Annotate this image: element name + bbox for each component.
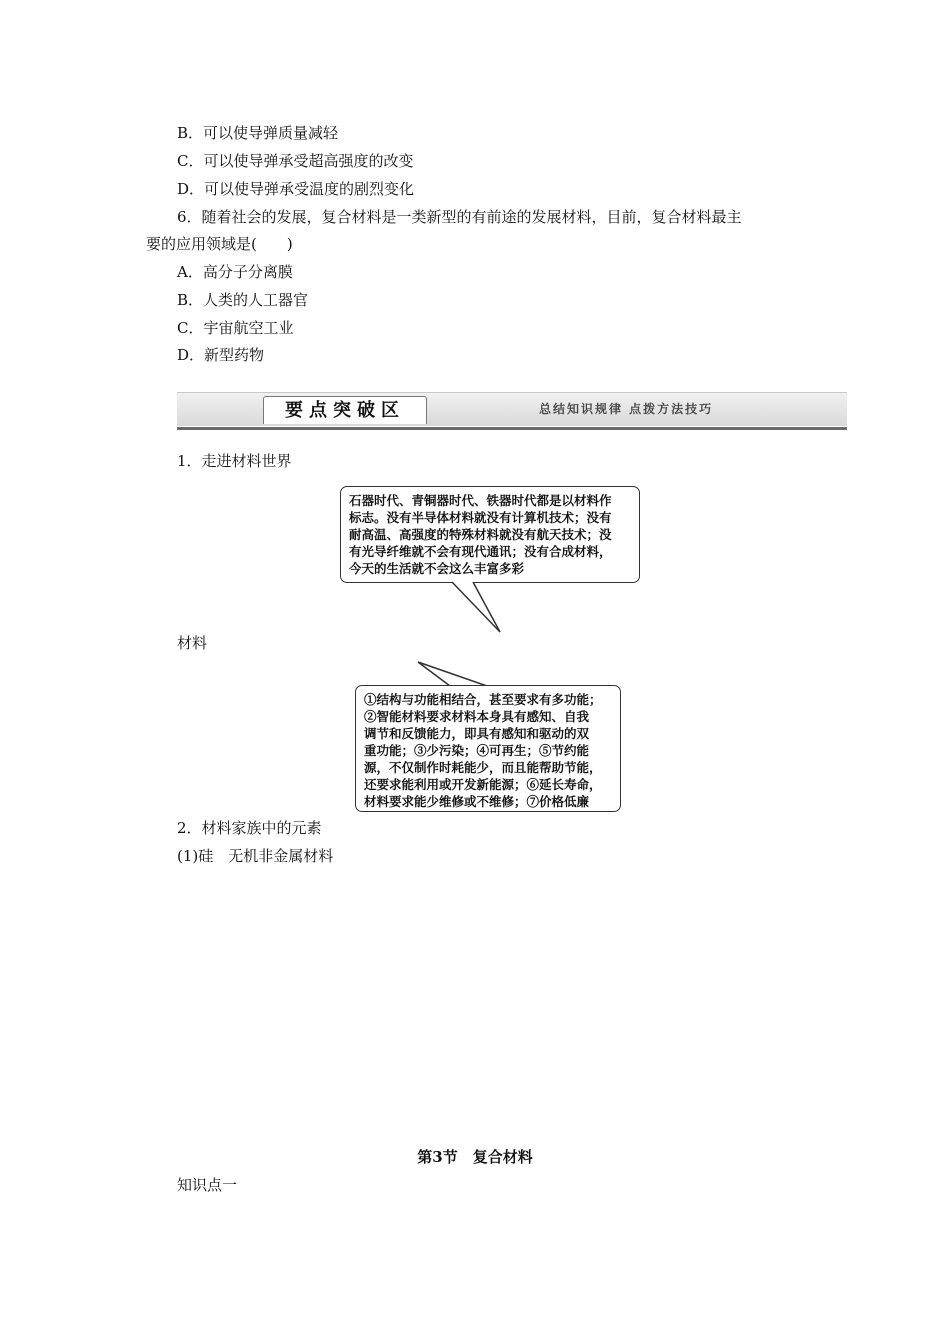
option-5c: C．可以使导弹承受超高强度的改变 — [177, 152, 414, 170]
bubble-history-line: 有光导纤维就不会有现代通讯；没有合成材料， — [349, 544, 612, 559]
bubble-requirements — [355, 685, 621, 812]
banner-subtitle: 总结知识规律 点拨方法技巧 — [539, 402, 714, 416]
bubble-requirements-line: 还要求能利用或开发新能源；⑥延长寿命， — [364, 777, 602, 792]
question-6-stem-cont: 要的应用领域是( ) — [146, 235, 293, 253]
option-6d: D．新型药物 — [177, 346, 265, 364]
bubble-requirements-line: 源，不仅制作时耗能少，而且能帮助节能， — [364, 760, 602, 775]
bubble-requirements-line: 重功能；③少污染；④可再生；⑤节约能 — [364, 743, 590, 758]
bubble-requirements-line: ②智能材料要求材料本身具有感知、自我 — [364, 709, 590, 724]
bubble-history-line: 耐高温、高强度的特殊材料就没有航天技术；没 — [349, 527, 612, 542]
section-2-item-1: (1)硅 无机非金属材料 — [177, 847, 334, 865]
section-title: 第3节 复合材料 — [417, 1148, 533, 1166]
bubble-history-line: 石器时代、青铜器时代、铁器时代都是以材料作 — [349, 493, 612, 508]
section-1-heading: 1．走进材料世界 — [177, 452, 292, 470]
option-6b: B．人类的人工器官 — [177, 291, 309, 309]
banner-title: 要点突破区 — [263, 396, 427, 424]
section-2-heading: 2．材料家族中的元素 — [177, 819, 322, 837]
bubble-requirements-line: 材料要求能少维修或不维修；⑦价格低廉 — [364, 794, 590, 809]
option-6c: C．宇宙航空工业 — [177, 319, 294, 337]
question-6-stem: 6．随着社会的发展，复合材料是一类新型的有前途的发展材料，目前，复合材料最主 — [177, 208, 742, 226]
bubble-requirements-line: ①结构与功能相结合，甚至要求有多功能； — [364, 692, 602, 707]
bubble-history-line: 标志。没有半导体材料就没有计算机技术；没有 — [349, 510, 612, 525]
bubble-history-line: 今天的生活就不会这么丰富多彩 — [349, 561, 525, 576]
materials-label: 材料 — [177, 634, 208, 652]
knowledge-point-label: 知识点一 — [177, 1176, 238, 1194]
bubble-requirements-line: 调节和反馈能力，即具有感知和驱动的双 — [364, 726, 590, 741]
option-6a: A．高分子分离膜 — [177, 263, 293, 281]
option-5b: B．可以使导弹质量减轻 — [177, 124, 339, 142]
option-5d: D．可以使导弹承受温度的剧烈变化 — [177, 180, 415, 198]
